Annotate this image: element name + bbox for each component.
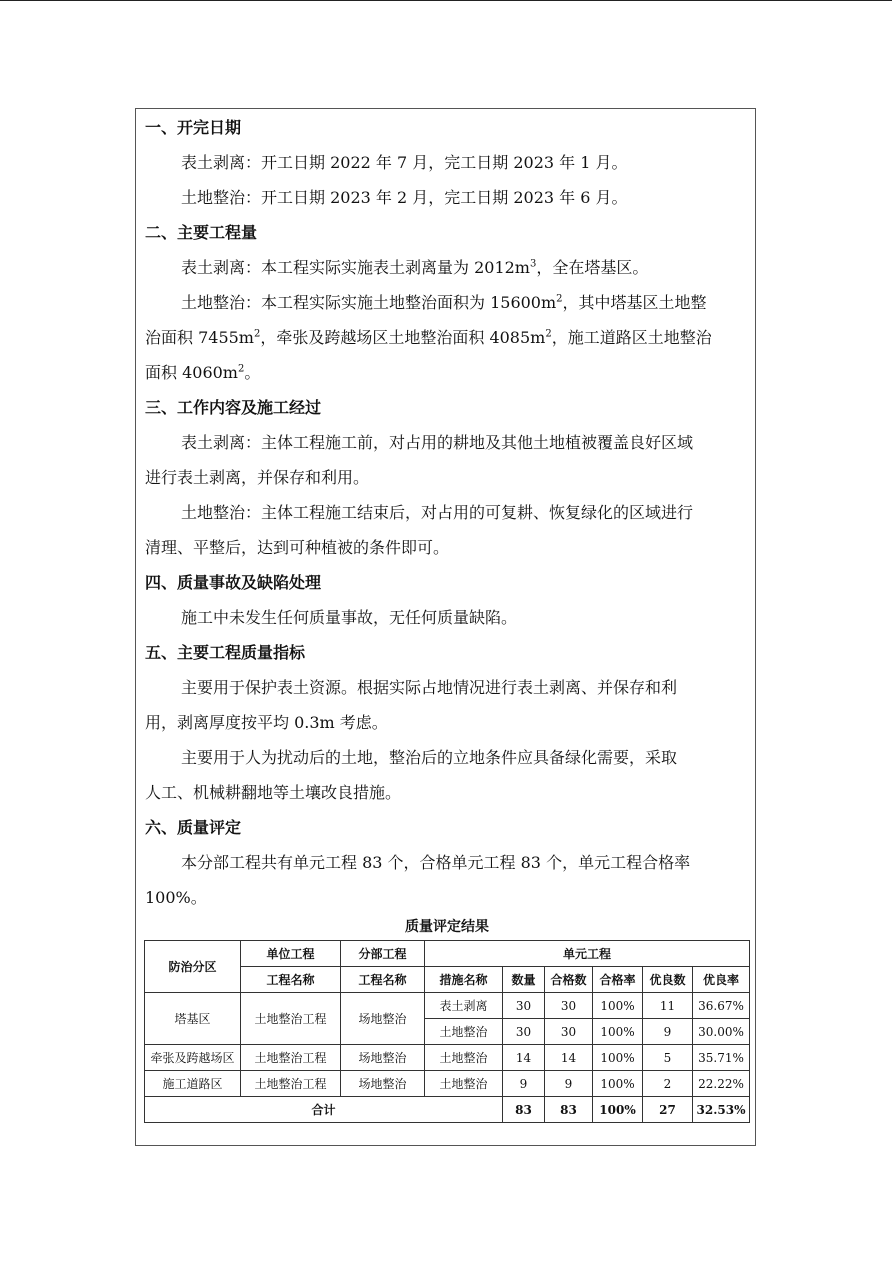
section-heading-quantities: 二、主要工程量: [145, 223, 258, 242]
cell-sub: 场地整治: [341, 993, 425, 1045]
table-total-row: [145, 1097, 750, 1123]
cell-total-count: 83: [503, 1097, 545, 1123]
paragraph-stripping-process: 表土剥离：主体工程施工前，对占用的耕地及其他土地植被覆盖良好区域 进行表土剥离，并保存和利用。: [145, 433, 694, 487]
cell-unit: 土地整治工程: [241, 1071, 341, 1097]
header-qualified: 合格数: [545, 967, 593, 993]
cell-excellent-rate: 30.00%: [693, 1019, 750, 1045]
cell-pass-rate: 100%: [593, 1019, 643, 1045]
cell-sub: 场地整治: [341, 1071, 425, 1097]
cell-excellent: 11: [643, 993, 693, 1019]
table-title: 质量评定结果: [405, 919, 489, 935]
cell-total-excellent: 27: [643, 1097, 693, 1123]
header-zone: 防治分区: [145, 941, 241, 993]
quality-result-table: [144, 940, 750, 1123]
paragraph-no-incidents: 施工中未发生任何质量事故，无任何质量缺陷。: [181, 608, 518, 627]
paragraph-topsoil-indicator: 主要用于保护表土资源。根据实际占地情况进行表土剥离、并保存和利 用，剥离厚度按平均 0.3m 考虑。: [145, 678, 678, 732]
cell-excellent-rate: 35.71%: [693, 1045, 750, 1071]
cell-measure: 土地整治: [425, 1045, 503, 1071]
cell-pass-rate: 100%: [593, 993, 643, 1019]
cell-pass-rate: 100%: [593, 1045, 643, 1071]
cell-sub: 场地整治: [341, 1045, 425, 1071]
cell-total-excellent-rate: 32.53%: [693, 1097, 750, 1123]
header-project-name: 工程名称: [241, 967, 341, 993]
cell-count: 30: [503, 1019, 545, 1045]
paragraph-stripping-quantity: 表土剥离：本工程实际实施表土剥离量为 $2012m^3$，全在塔基区。: [181, 258, 649, 277]
cell-qualified: 14: [545, 1045, 593, 1071]
cell-qualified: 9: [545, 1071, 593, 1097]
section-heading-work-content: 三、工作内容及施工经过: [145, 398, 322, 417]
cell-measure: 土地整治: [425, 1071, 503, 1097]
cell-excellent: 5: [643, 1045, 693, 1071]
cell-count: 30: [503, 993, 545, 1019]
paragraph-assessment-summary: 本分部工程共有单元工程 83 个，合格单元工程 83 个，单元工程合格率 100%。: [145, 853, 691, 907]
paragraph-line: 治面积 $7455m^2$，牵张及跨越场区土地整治面积 $4085m^2$，施工道路区土地整治: [145, 328, 712, 347]
cell-count: 14: [503, 1045, 545, 1071]
section-heading-quality-assessment: 六、质量评定: [145, 818, 242, 837]
table-row: [145, 1045, 750, 1071]
header-sub-name: 工程名称: [341, 967, 425, 993]
paragraph-line: 面积 $4060m^2$。: [145, 363, 261, 382]
cell-count: 9: [503, 1071, 545, 1097]
cell-qualified: 30: [545, 1019, 593, 1045]
cell-total-qualified: 83: [545, 1097, 593, 1123]
cell-measure: 表土剥离: [425, 993, 503, 1019]
cell-excellent: 9: [643, 1019, 693, 1045]
cell-total-pass-rate: 100%: [593, 1097, 643, 1123]
table-header-row: [145, 941, 750, 967]
paragraph-land-dates: 土地整治：开工日期 2023 年 2 月，完工日期 2023 年 6 月。: [181, 188, 628, 207]
cell-excellent-rate: 36.67%: [693, 993, 750, 1019]
cell-excellent: 2: [643, 1071, 693, 1097]
paragraph-line: 土地整治：本工程实际实施土地整治面积为 $15600m^2$，其中塔基区土地整: [181, 293, 707, 312]
header-element-project: 单元工程: [425, 941, 750, 967]
header-measure: 措施名称: [425, 967, 503, 993]
cell-unit: 土地整治工程: [241, 993, 341, 1045]
header-pass-rate: 合格率: [593, 967, 643, 993]
page-top-rule: [0, 0, 892, 1]
cell-excellent-rate: 22.22%: [693, 1071, 750, 1097]
cell-unit: 土地整治工程: [241, 1045, 341, 1071]
section-heading-quality-indicators: 五、主要工程质量指标: [145, 643, 306, 662]
cell-zone: 塔基区: [145, 993, 241, 1045]
section-heading-quality-incidents: 四、质量事故及缺陷处理: [145, 573, 322, 592]
table-row: [145, 993, 750, 1019]
cell-total-label: 合计: [145, 1097, 503, 1123]
document-body: [145, 110, 749, 915]
header-sub-project: 分部工程: [341, 941, 425, 967]
paragraph-stripping-dates: 表土剥离：开工日期 2022 年 7 月，完工日期 2023 年 1 月。: [181, 153, 628, 172]
cell-qualified: 30: [545, 993, 593, 1019]
header-excellent: 优良数: [643, 967, 693, 993]
table-row: [145, 1071, 750, 1097]
cell-pass-rate: 100%: [593, 1071, 643, 1097]
header-unit-project: 单位工程: [241, 941, 341, 967]
header-excellent-rate: 优良率: [693, 967, 750, 993]
cell-zone: 施工道路区: [145, 1071, 241, 1097]
paragraph-land-process: 土地整治：主体工程施工结束后，对占用的可复耕、恢复绿化的区域进行 清理、平整后，达到可种植被的条件即可。: [145, 503, 694, 557]
cell-zone: 牵张及跨越场区: [145, 1045, 241, 1071]
paragraph-land-quantity: [145, 285, 749, 390]
header-count: 数量: [503, 967, 545, 993]
section-heading-dates: 一、开完日期: [145, 118, 242, 137]
cell-measure: 土地整治: [425, 1019, 503, 1045]
paragraph-land-indicator: 主要用于人为扰动后的土地，整治后的立地条件应具备绿化需要，采取 人工、机械耕翻地等土壤改良措施。: [145, 748, 678, 802]
